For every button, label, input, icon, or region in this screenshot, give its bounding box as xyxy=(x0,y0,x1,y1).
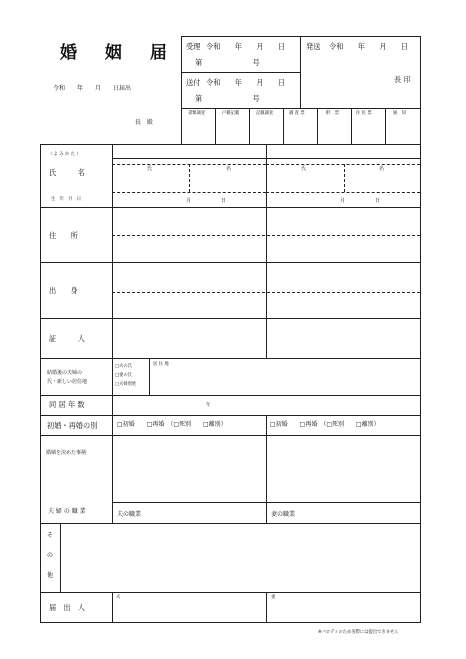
juri-number: 第 号 xyxy=(195,58,260,67)
other-label-2: の xyxy=(47,552,54,559)
new-surname-label-2: 氏・新しい居住地 xyxy=(47,379,88,385)
chouin-label: 長 印 xyxy=(394,75,411,84)
option-husband-surname[interactable]: □夫の氏 xyxy=(115,364,132,369)
check-col-2: 戸籍記載 xyxy=(222,111,240,116)
check-col-5: 附 票 xyxy=(326,111,339,116)
juri-label: 受理 xyxy=(186,42,201,51)
husband-surname-label: 氏 xyxy=(147,166,153,172)
cohabit-unit: 年 xyxy=(206,403,211,408)
husband-given-label: 名 xyxy=(226,166,232,172)
addressee: 長 殿 xyxy=(135,119,155,126)
hassou-date: 令和 年 月 日 xyxy=(329,42,409,51)
applicant-label: 届 出 人 xyxy=(49,603,85,612)
option-separate-surname[interactable]: □夫婦別姓 xyxy=(115,382,137,387)
birth-wife: 月 日 xyxy=(340,198,381,204)
soufu-number: 第 号 xyxy=(195,94,260,103)
wife-marriage-options[interactable]: □初婚 □再婚 （□死別 □離別） xyxy=(270,421,380,428)
decision-label: 婚姻を決めた事柄 xyxy=(46,450,87,456)
form-title: 婚 姻 届 xyxy=(60,43,178,63)
wife-surname-label: 氏 xyxy=(301,166,307,172)
marriage-type-label: 初婚・再婚の別 xyxy=(47,421,98,430)
cohabit-label: 同 居 年 数 xyxy=(49,400,85,409)
occupation-label: 夫 婦 の 職 業 xyxy=(48,508,86,515)
submission-date: 令和 年 月 日届出 xyxy=(53,85,132,92)
other-label-3: 他 xyxy=(47,572,54,579)
soufu-label: 送付 xyxy=(186,78,201,87)
residence-label: 居 住 地 xyxy=(153,362,169,367)
hassou-label: 発送 xyxy=(306,42,321,51)
witness-label: 証 人 xyxy=(49,334,85,343)
applicant-husband: 夫 xyxy=(116,595,121,600)
husband-marriage-options[interactable]: □初婚 □再婚 （□死別 □離別） xyxy=(117,421,227,428)
husband-occupation: 夫の職業 xyxy=(117,511,142,518)
applicant-wife: 妻 xyxy=(271,595,276,600)
footer-note: ※パロディのため実際には提出できません xyxy=(318,630,399,635)
birth-husband: 月 日 xyxy=(186,198,227,204)
check-col-1: 書類調査 xyxy=(188,111,206,116)
wife-given-label: 名 xyxy=(379,166,385,172)
check-col-3: 記載調査 xyxy=(256,111,274,116)
birth-label: 生 年 月 日 xyxy=(51,197,82,202)
juri-date: 令和 年 月 日 xyxy=(206,42,286,51)
address-label: 住 所 xyxy=(49,231,78,240)
new-surname-label-1: 結婚後の夫婦の xyxy=(47,370,83,376)
honseki-label: 出 身 xyxy=(49,286,78,295)
option-wife-surname[interactable]: □妻の氏 xyxy=(115,373,132,378)
check-col-4: 調 査 票 xyxy=(289,111,305,116)
name-label: 氏 名 xyxy=(49,168,85,177)
check-col-7: 通 知 xyxy=(393,111,406,116)
wife-occupation: 妻の職業 xyxy=(271,511,296,518)
check-col-6: 住 民 票 xyxy=(356,111,372,116)
other-label-1: そ xyxy=(47,532,54,539)
yomikata-label: （ よ み か た ） xyxy=(48,152,81,157)
soufu-date: 令和 年 月 日 xyxy=(206,78,286,87)
